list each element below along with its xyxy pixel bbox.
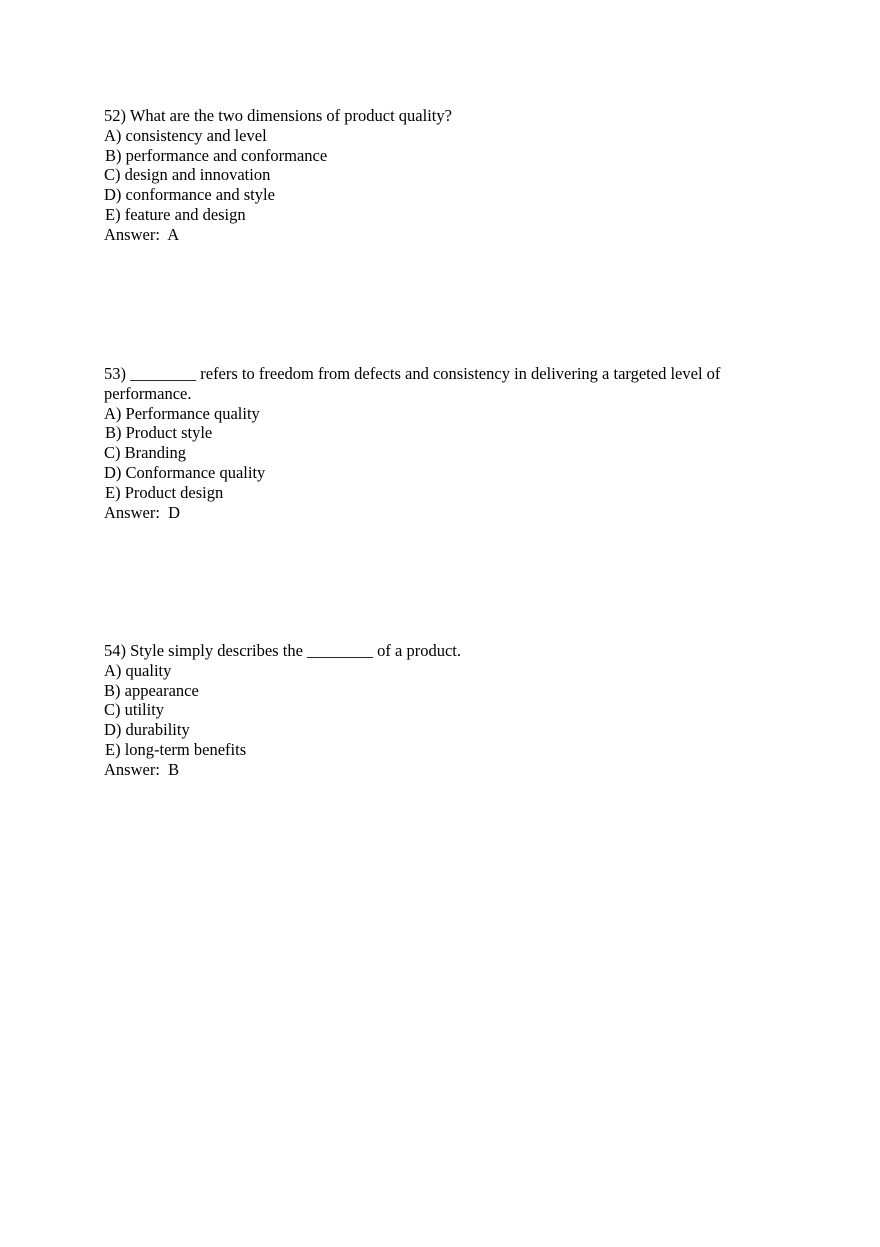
option-a: A) Performance quality [104, 403, 260, 423]
answer: Answer: D [104, 502, 181, 522]
answer: Answer: A [104, 224, 180, 244]
question-stem: 54) Style simply describes the ________ of a product. [104, 641, 461, 660]
option-a: A) consistency and level [104, 125, 267, 145]
answer: Answer: B [104, 759, 180, 779]
question-52 [104, 106, 784, 245]
question-stem: 52) What are the two dimensions of product quality? [104, 106, 452, 125]
option-c: C) design and innovation [104, 165, 271, 185]
option-e: E) feature and design [105, 204, 246, 224]
question-53 [104, 364, 784, 522]
option-b: B) performance and conformance [105, 145, 328, 165]
option-e: E) long-term benefits [105, 739, 247, 759]
option-b: B) Product style [105, 423, 213, 443]
question-stem: 53) ________ refers to freedom from defects and consistency in delivering a targeted level of performance. [104, 364, 725, 403]
option-e: E) Product design [105, 482, 224, 502]
option-c: C) Branding [104, 443, 187, 463]
option-d: D) durability [104, 720, 190, 740]
option-c: C) utility [104, 700, 165, 720]
option-d: D) Conformance quality [104, 462, 266, 482]
option-d: D) conformance and style [104, 185, 275, 205]
option-b: B) appearance [104, 680, 199, 700]
option-a: A) quality [104, 660, 172, 680]
question-54 [104, 641, 784, 780]
